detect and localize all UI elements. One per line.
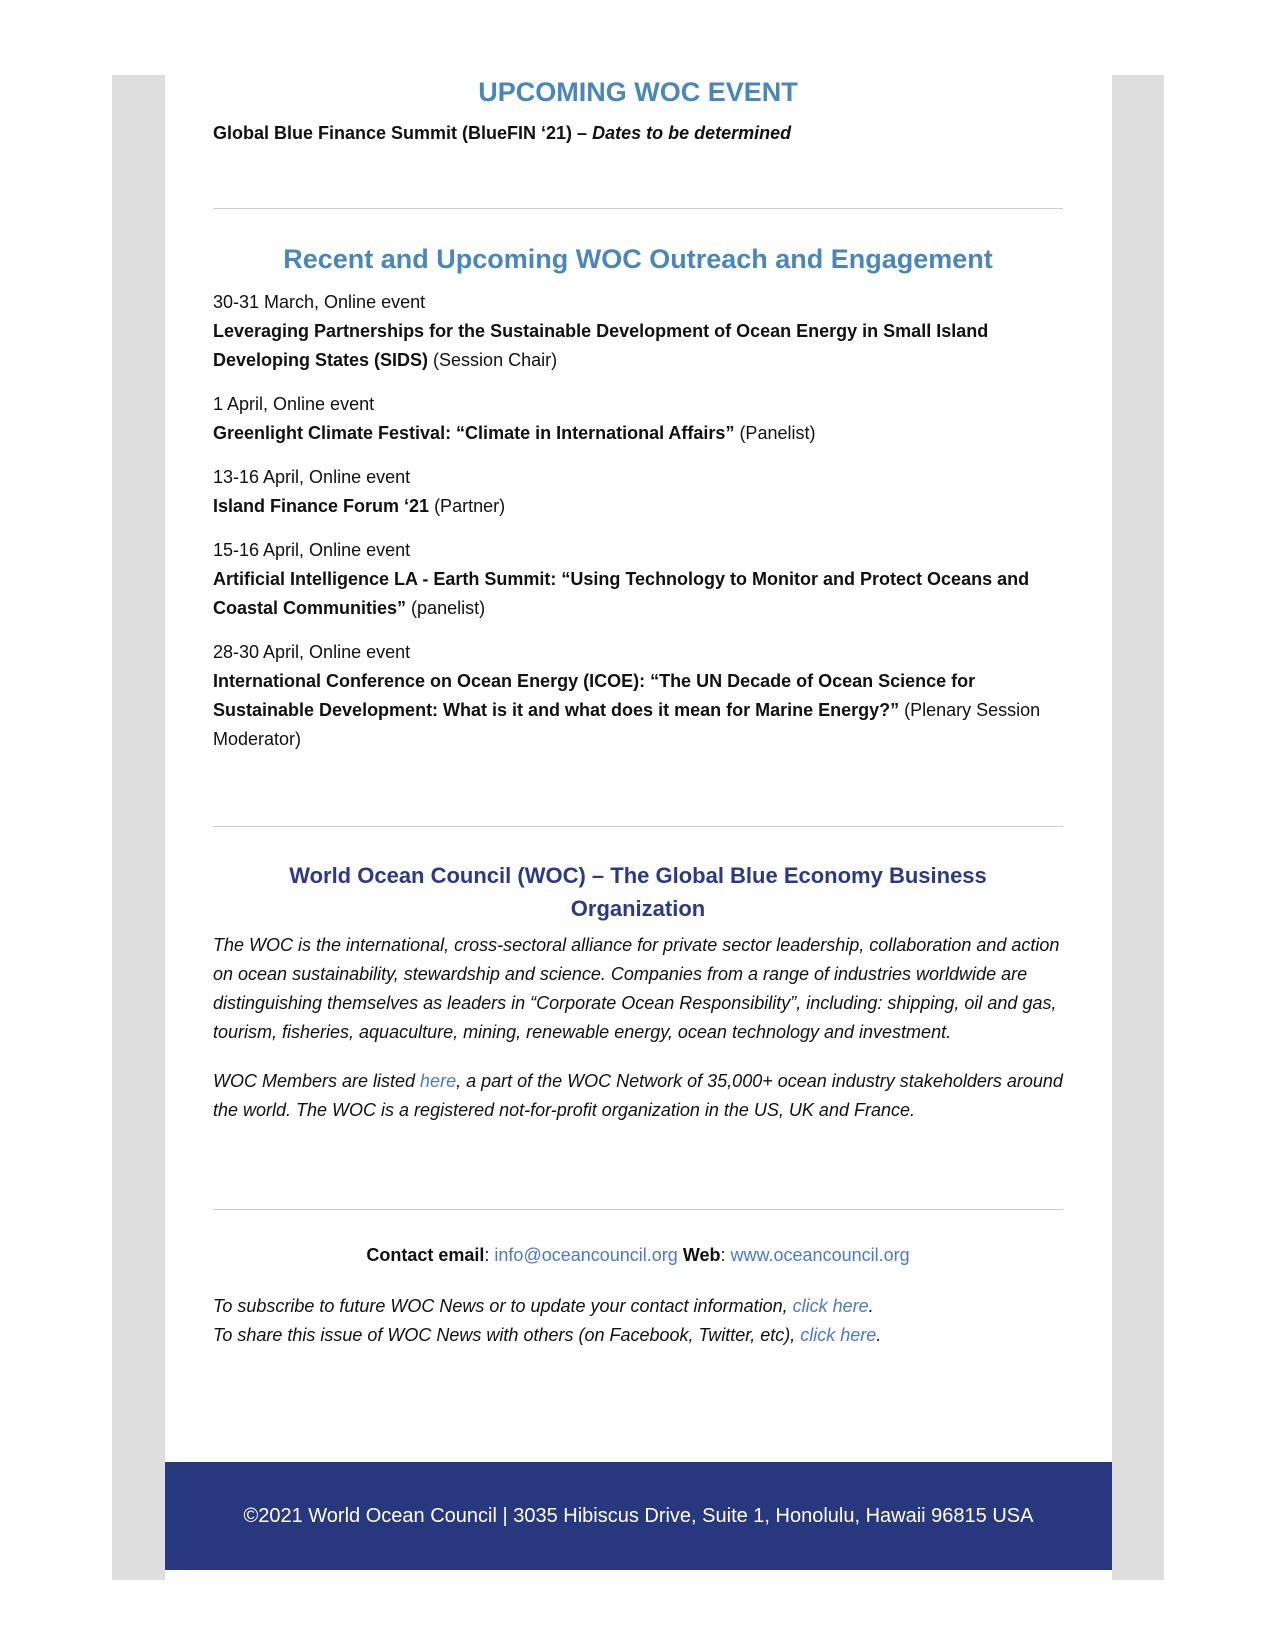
event-date: 15-16 April, Online event: [213, 540, 411, 560]
event-item: [213, 288, 1063, 375]
event-role: (Plenary Session Moderator): [213, 700, 1041, 749]
event-title: International Conference on Ocean Energy (ICOE): “The UN Decade of Ocean Science for Sustainable Development: What is it and what does it mean for Marine Energy?”: [213, 671, 976, 720]
outreach-section: [213, 242, 1063, 769]
event-date: 30-31 March, Online event: [213, 292, 426, 312]
subscribe-link[interactable]: click here: [792, 1296, 869, 1316]
contact-line: Contact email: info@oceancouncil.org Web: www.oceancouncil.org: [366, 1245, 910, 1265]
summit-dates: Dates to be determined: [592, 123, 792, 143]
members-text-start: WOC Members are listed: [213, 1071, 421, 1091]
share-text: To share this issue of WOC News with others (on Facebook, Twitter, etc),: [213, 1325, 801, 1345]
footer-text: ©2021 World Ocean Council | 3035 Hibiscus Drive, Suite 1, Honolulu, Hawaii 96815 USA: [243, 1504, 1034, 1527]
event-date: 1 April, Online event: [213, 394, 375, 414]
event-role: (Panelist): [734, 423, 816, 443]
event-title: Greenlight Climate Festival: “Climate in International Affairs”: [213, 423, 735, 443]
event-title: Artificial Intelligence LA - Earth Summit: “Using Technology to Monitor and Protect Oceans and Coastal Communities”: [213, 569, 1030, 618]
event-title: Island Finance Forum ‘21: [213, 496, 430, 516]
event-list: [213, 288, 1063, 754]
members-text-end: , a part of the WOC Network of 35,000+ ocean industry stakeholders around the world. The WOC is a registered not-for-profit organization in the US, UK and France.: [213, 1071, 1063, 1120]
subscribe-text: To subscribe to future WOC News or to update your contact information,: [213, 1296, 793, 1316]
members-paragraph: [213, 1067, 1063, 1125]
event-item: [213, 638, 1063, 754]
website-link[interactable]: www.oceancouncil.org: [730, 1245, 910, 1265]
divider: [213, 826, 1063, 827]
footer-bar: [165, 1462, 1112, 1570]
about-heading: World Ocean Council (WOC) – The Global Blue Economy Business Organization: [289, 863, 987, 921]
web-label: Web: [682, 1245, 721, 1265]
outreach-heading: Recent and Upcoming WOC Outreach and Engagement: [283, 244, 993, 274]
email-label: Contact email: [366, 1245, 485, 1265]
summit-name: Global Blue Finance Summit (BlueFIN ‘21) –: [213, 123, 593, 143]
event-date: 13-16 April, Online event: [213, 467, 411, 487]
event-item: [213, 536, 1063, 623]
event-role: (Session Chair): [428, 350, 558, 370]
share-link[interactable]: click here: [800, 1325, 877, 1345]
event-role: (panelist): [406, 598, 486, 618]
event-role: (Partner): [429, 496, 506, 516]
event-item: [213, 390, 1063, 448]
members-here-link[interactable]: here: [420, 1071, 457, 1091]
email-link[interactable]: info@oceancouncil.org: [494, 1245, 678, 1265]
upcoming-event-heading: UPCOMING WOC EVENT: [478, 77, 798, 107]
subscribe-section: [213, 1292, 1063, 1350]
event-date: 28-30 April, Online event: [213, 642, 411, 662]
event-item: [213, 463, 1063, 521]
about-paragraph: The WOC is the international, cross-sectoral alliance for private sector leadership, collaboration and action on ocean sustainability, stewardship and science. Companies from a range of industries worldwide are distinguishing themselves as leaders in “Corporate Ocean Responsibility”, including: shipping, oil and gas, tourism, fisheries, aquaculture, mining, renewable energy, ocean technology and investment.: [213, 935, 1060, 1042]
summit-line: [213, 120, 1063, 146]
share-line: To share this issue of WOC News with others (on Facebook, Twitter, etc), click here.: [213, 1325, 882, 1345]
event-title: Leveraging Partnerships for the Sustainable Development of Ocean Energy in Small Island Developing States (SIDS): [213, 321, 989, 370]
newsletter-card: [165, 75, 1112, 1580]
about-section: [213, 859, 1063, 1125]
divider: [213, 1209, 1063, 1210]
divider: [213, 208, 1063, 209]
upcoming-event-section: [213, 75, 1063, 146]
subscribe-line: To subscribe to future WOC News or to update your contact information, click here.: [213, 1296, 874, 1316]
